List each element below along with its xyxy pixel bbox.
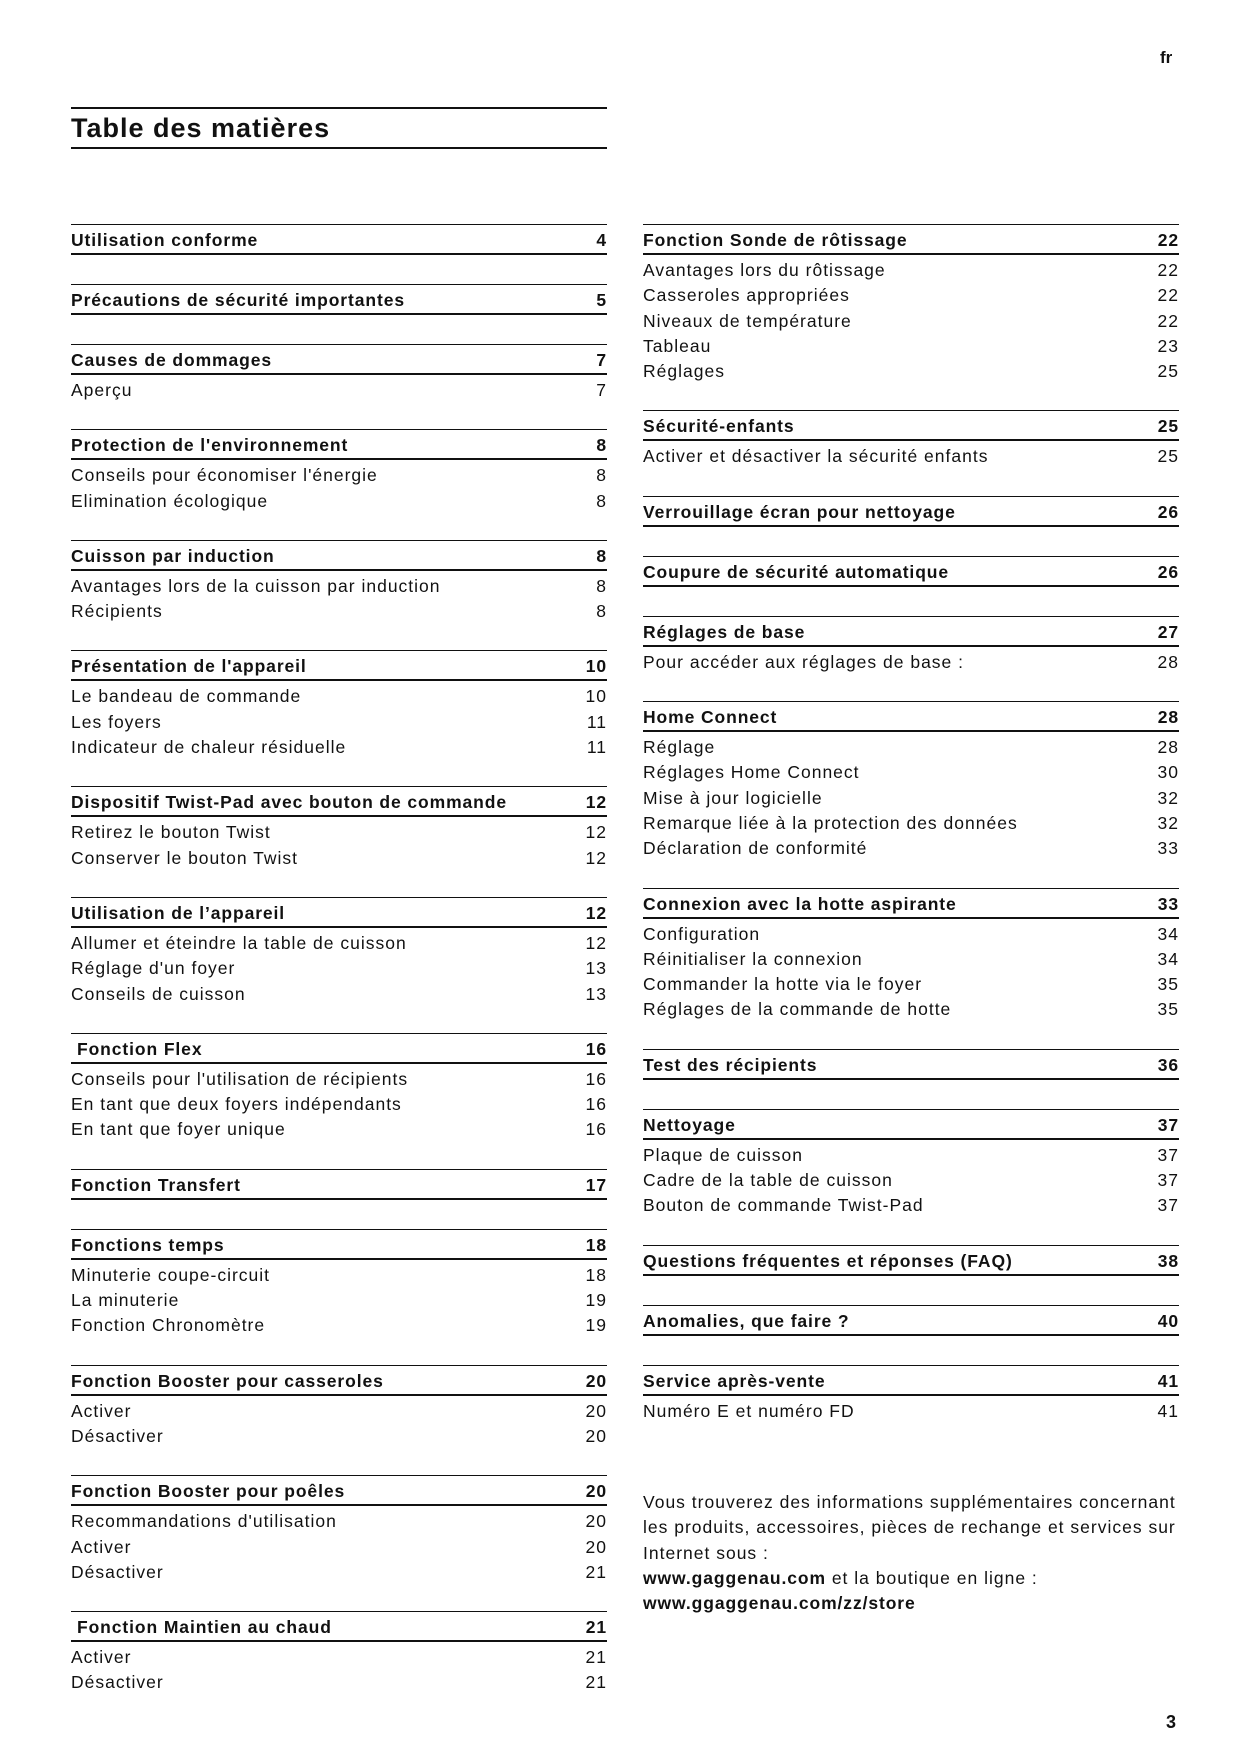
section-page: 12	[585, 792, 607, 813]
section-page: 8	[596, 435, 607, 456]
toc-section-heading[interactable]	[643, 224, 1179, 255]
section-page: 7	[596, 350, 607, 370]
toc-section	[71, 1033, 607, 1142]
toc-items	[643, 587, 1179, 589]
toc-entry[interactable]	[71, 1669, 607, 1694]
toc-entry[interactable]	[71, 1559, 607, 1584]
toc-entry[interactable]	[71, 1287, 607, 1312]
entry-label: Avantages lors de la cuisson par induction	[71, 575, 441, 596]
toc-items	[643, 527, 1179, 529]
toc-section	[643, 556, 1179, 589]
entry-label: Commander la hotte via le foyer	[643, 974, 923, 995]
toc-entry[interactable]	[643, 1142, 1179, 1167]
toc-items	[643, 732, 1179, 860]
entry-page: 23	[1157, 335, 1179, 356]
toc-items	[71, 1064, 607, 1142]
section-title: Fonction Flex	[77, 1038, 203, 1059]
toc-section-heading[interactable]	[71, 540, 607, 571]
toc-section	[71, 284, 607, 317]
entry-label: En tant que foyer unique	[71, 1119, 286, 1140]
toc-items	[643, 255, 1179, 383]
entry-page: 32	[1157, 787, 1179, 808]
toc-entry[interactable]	[643, 1398, 1179, 1423]
toc-items	[643, 1396, 1179, 1423]
entry-page: 8	[596, 575, 607, 596]
entry-page: 34	[1157, 948, 1179, 969]
info-paragraph	[643, 1490, 1183, 1616]
toc-section-heading[interactable]	[71, 1365, 607, 1396]
toc-section	[643, 616, 1179, 674]
toc-section	[71, 897, 607, 1006]
toc-entry[interactable]	[71, 1508, 607, 1533]
section-title: Utilisation de l’appareil	[71, 902, 286, 923]
toc-section-heading[interactable]	[643, 410, 1179, 441]
section-title: Fonction Booster pour casseroles	[71, 1370, 384, 1391]
section-title: Home Connect	[643, 707, 778, 728]
section-page: 18	[585, 1234, 607, 1255]
entry-page: 37	[1157, 1144, 1179, 1165]
toc-section-heading[interactable]	[643, 1365, 1179, 1396]
entry-page: 22	[1157, 310, 1179, 331]
entry-label: Casseroles appropriées	[643, 285, 850, 306]
toc-entry[interactable]	[643, 333, 1179, 358]
entry-label: Niveaux de température	[643, 310, 852, 331]
toc-items	[71, 1396, 607, 1449]
toc-items	[643, 647, 1179, 674]
toc-entry[interactable]	[71, 1534, 607, 1559]
store-link[interactable]: www.ggaggenau.com/zz/store	[643, 1593, 916, 1614]
section-title: Dispositif Twist-Pad avec bouton de commande	[71, 792, 507, 813]
toc-section	[71, 1229, 607, 1338]
section-page: 40	[1157, 1310, 1179, 1331]
section-title: Verrouillage écran pour nettoyage	[643, 501, 956, 522]
toc-section	[71, 650, 607, 759]
entry-page: 28	[1157, 737, 1179, 758]
toc-section-heading[interactable]	[643, 1049, 1179, 1080]
toc-section-heading[interactable]	[71, 284, 607, 315]
entry-label: Mise à jour logicielle	[643, 787, 823, 808]
toc-section-heading[interactable]	[643, 1109, 1179, 1140]
section-page: 28	[1157, 707, 1179, 728]
section-title: Précautions de sécurité importantes	[71, 290, 405, 310]
toc-entry[interactable]	[71, 709, 607, 734]
entry-label: Les foyers	[71, 711, 162, 732]
page-title: Table des matières	[71, 113, 331, 143]
toc-entry[interactable]	[643, 810, 1179, 835]
entry-label: Remarque liée à la protection des données	[643, 812, 1018, 833]
toc-entry[interactable]	[643, 734, 1179, 759]
toc-section-heading[interactable]	[71, 1229, 607, 1260]
toc-entry[interactable]	[643, 921, 1179, 946]
toc-entry[interactable]	[71, 955, 607, 980]
entry-page: 22	[1157, 285, 1179, 306]
toc-items	[71, 817, 607, 870]
toc-right-column	[643, 224, 1179, 1450]
section-title: Fonction Transfert	[71, 1174, 241, 1195]
toc-entry[interactable]	[71, 1066, 607, 1091]
entry-page: 30	[1157, 762, 1179, 783]
toc-items	[71, 1200, 607, 1202]
entry-page: 12	[585, 822, 607, 843]
toc-left-column	[71, 224, 607, 1722]
section-title: Cuisson par induction	[71, 545, 275, 566]
toc-entry[interactable]	[71, 683, 607, 708]
entry-page: 12	[585, 847, 607, 868]
toc-section	[71, 786, 607, 870]
toc-items	[71, 315, 607, 317]
entry-label: Réglages	[643, 361, 725, 382]
section-page: 5	[596, 290, 607, 310]
section-page: 41	[1157, 1370, 1179, 1391]
entry-page: 10	[585, 686, 607, 707]
section-title: Fonctions temps	[71, 1234, 225, 1255]
toc-entry[interactable]	[71, 488, 607, 513]
entry-page: 35	[1157, 999, 1179, 1020]
toc-items	[71, 1642, 607, 1695]
section-title: Anomalies, que faire ?	[643, 1310, 850, 1331]
info-text-2: et la boutique en ligne :	[825, 1567, 1038, 1588]
entry-label: Réglage	[643, 737, 716, 758]
entry-label: Conseils pour économiser l'énergie	[71, 465, 378, 486]
entry-label: Réglages Home Connect	[643, 762, 860, 783]
entry-page: 20	[585, 1425, 607, 1446]
entry-label: Activer	[71, 1400, 132, 1421]
entry-page: 16	[585, 1119, 607, 1140]
section-page: 21	[585, 1617, 607, 1638]
toc-items	[71, 1506, 607, 1584]
entry-page: 22	[1157, 260, 1179, 280]
section-page: 33	[1157, 893, 1179, 914]
entry-page: 25	[1157, 446, 1179, 467]
entry-label: Conserver le bouton Twist	[71, 847, 299, 868]
toc-section-heading[interactable]	[71, 344, 607, 375]
entry-label: Aperçu	[71, 380, 133, 400]
toc-entry[interactable]	[71, 1262, 607, 1287]
toc-section	[71, 540, 607, 624]
entry-page: 21	[585, 1672, 607, 1693]
entry-page: 13	[585, 983, 607, 1004]
entry-page: 37	[1157, 1170, 1179, 1191]
toc-entry[interactable]	[643, 1167, 1179, 1192]
toc-items	[643, 1080, 1179, 1082]
entry-page: 20	[585, 1511, 607, 1532]
toc-entry[interactable]	[71, 1091, 607, 1116]
toc-section-heading[interactable]	[643, 888, 1179, 919]
toc-items	[71, 928, 607, 1006]
toc-entry[interactable]	[643, 649, 1179, 674]
entry-label: Allumer et éteindre la table de cuisson	[71, 932, 407, 953]
section-page: 4	[596, 230, 607, 250]
entry-label: Recommandations d'utilisation	[71, 1511, 337, 1532]
entry-label: Elimination écologique	[71, 490, 269, 511]
toc-items	[643, 919, 1179, 1022]
toc-items	[71, 375, 607, 402]
toc-section	[71, 1169, 607, 1202]
section-title: Présentation de l'appareil	[71, 656, 307, 677]
section-title: Utilisation conforme	[71, 230, 259, 250]
section-title: Réglages de base	[643, 621, 806, 642]
section-page: 27	[1157, 621, 1179, 642]
section-page: 22	[1157, 230, 1179, 250]
toc-items	[71, 1260, 607, 1338]
toc-section	[643, 1049, 1179, 1082]
section-page: 16	[585, 1038, 607, 1059]
entry-label: Réinitialiser la connexion	[643, 948, 863, 969]
toc-entry[interactable]	[643, 785, 1179, 810]
toc-entry[interactable]	[71, 981, 607, 1006]
toc-entry[interactable]	[71, 1644, 607, 1669]
toc-section	[643, 410, 1179, 468]
toc-section	[643, 1245, 1179, 1278]
toc-section-heading[interactable]	[71, 1611, 607, 1642]
toc-entry[interactable]	[71, 819, 607, 844]
section-page: 12	[585, 902, 607, 923]
section-title: Protection de l'environnement	[71, 435, 349, 456]
entry-label: Minuterie coupe-circuit	[71, 1264, 271, 1285]
toc-section-heading[interactable]	[71, 429, 607, 460]
entry-label: Fonction Chronomètre	[71, 1315, 266, 1336]
entry-page: 12	[585, 932, 607, 953]
toc-entry[interactable]	[71, 1423, 607, 1448]
toc-section	[643, 888, 1179, 1022]
entry-page: 37	[1157, 1195, 1179, 1216]
section-title: Nettoyage	[643, 1114, 736, 1135]
toc-section-heading[interactable]	[71, 1033, 607, 1064]
section-page: 8	[596, 545, 607, 566]
entry-page: 20	[585, 1536, 607, 1557]
entry-page: 19	[585, 1315, 607, 1336]
entry-label: Cadre de la table de cuisson	[643, 1170, 893, 1191]
section-title: Connexion avec la hotte aspirante	[643, 893, 957, 914]
toc-entry[interactable]	[71, 734, 607, 759]
section-page: 36	[1157, 1054, 1179, 1075]
entry-page: 28	[1157, 651, 1179, 672]
toc-section-heading[interactable]	[71, 1475, 607, 1506]
entry-label: Pour accéder aux réglages de base :	[643, 651, 965, 672]
toc-entry[interactable]	[643, 257, 1179, 282]
toc-section	[643, 496, 1179, 529]
toc-entry[interactable]	[643, 308, 1179, 333]
entry-label: Plaque de cuisson	[643, 1144, 804, 1165]
entry-label: Activer et désactiver la sécurité enfants	[643, 446, 989, 467]
entry-page: 18	[585, 1264, 607, 1285]
entry-page: 32	[1157, 812, 1179, 833]
toc-section-heading[interactable]	[71, 786, 607, 817]
toc-section-heading[interactable]	[643, 701, 1179, 732]
toc-items	[643, 441, 1179, 468]
entry-page: 16	[585, 1094, 607, 1115]
toc-items	[643, 1276, 1179, 1278]
toc-items	[643, 1336, 1179, 1338]
entry-label: En tant que deux foyers indépendants	[71, 1094, 402, 1115]
entry-page: 20	[585, 1400, 607, 1421]
section-title: Coupure de sécurité automatique	[643, 561, 950, 582]
section-title: Causes de dommages	[71, 350, 272, 370]
toc-section-heading[interactable]	[643, 496, 1179, 527]
toc-section	[71, 224, 607, 257]
section-page: 38	[1157, 1250, 1179, 1271]
entry-label: La minuterie	[71, 1290, 180, 1311]
section-title: Test des récipients	[643, 1054, 818, 1075]
entry-label: Conseils pour l'utilisation de récipients	[71, 1068, 409, 1089]
entry-label: Désactiver	[71, 1561, 164, 1582]
entry-page: 7	[596, 380, 607, 400]
entry-page: 8	[596, 601, 607, 622]
section-page: 10	[585, 656, 607, 677]
section-page: 26	[1157, 501, 1179, 522]
toc-section	[71, 1611, 607, 1695]
section-page: 17	[585, 1174, 607, 1195]
entry-page: 8	[596, 490, 607, 511]
toc-section	[71, 344, 607, 402]
toc-entry[interactable]	[71, 1116, 607, 1141]
entry-page: 34	[1157, 923, 1179, 944]
toc-section	[643, 224, 1179, 383]
toc-entry[interactable]	[71, 377, 607, 402]
entry-label: Indicateur de chaleur résiduelle	[71, 737, 347, 758]
toc-items	[71, 571, 607, 624]
toc-entry[interactable]	[643, 835, 1179, 860]
entry-label: Déclaration de conformité	[643, 838, 868, 859]
toc-section	[71, 1475, 607, 1584]
toc-entry[interactable]	[643, 971, 1179, 996]
entry-label: Bouton de commande Twist-Pad	[643, 1195, 924, 1216]
section-page: 37	[1157, 1114, 1179, 1135]
entry-page: 11	[586, 737, 607, 758]
toc-section-heading[interactable]	[71, 224, 607, 255]
entry-page: 21	[585, 1561, 607, 1582]
entry-page: 11	[586, 711, 607, 732]
toc-section-heading[interactable]	[643, 616, 1179, 647]
toc-section-heading[interactable]	[643, 1245, 1179, 1276]
entry-label: Activer	[71, 1536, 132, 1557]
toc-entry[interactable]	[643, 996, 1179, 1021]
info-text: Vous trouverez des informations supplémentaires concernant les produits, accessoires, pièces de rechange et services sur Internet sous :	[643, 1492, 1176, 1563]
toc-section-heading[interactable]	[71, 1169, 607, 1200]
entry-label: Avantages lors du rôtissage	[643, 260, 886, 280]
toc-entry[interactable]	[71, 1398, 607, 1423]
entry-label: Réglage d'un foyer	[71, 958, 236, 979]
entry-label: Désactiver	[71, 1425, 164, 1446]
toc-section-heading[interactable]	[71, 897, 607, 928]
section-page: 20	[585, 1370, 607, 1391]
toc-entry[interactable]	[71, 1312, 607, 1337]
toc-entry[interactable]	[71, 598, 607, 623]
entry-page: 13	[585, 958, 607, 979]
toc-section	[71, 1365, 607, 1449]
entry-label: Récipients	[71, 601, 163, 622]
entry-page: 33	[1157, 838, 1179, 859]
entry-page: 35	[1157, 974, 1179, 995]
section-page: 26	[1157, 561, 1179, 582]
toc-entry[interactable]	[643, 1192, 1179, 1217]
entry-label: Configuration	[643, 923, 761, 944]
section-title: Fonction Booster pour poêles	[71, 1481, 346, 1502]
entry-label: Activer	[71, 1647, 132, 1668]
language-label: fr	[1160, 48, 1173, 67]
section-title: Sécurité-enfants	[643, 416, 795, 437]
toc-entry[interactable]	[71, 930, 607, 955]
entry-label: Conseils de cuisson	[71, 983, 246, 1004]
entry-page: 21	[585, 1647, 607, 1668]
toc-items	[71, 460, 607, 513]
title-block	[71, 107, 607, 149]
entry-label: Désactiver	[71, 1672, 164, 1693]
toc-entry[interactable]	[643, 282, 1179, 307]
entry-page: 25	[1157, 361, 1179, 382]
toc-entry[interactable]	[71, 462, 607, 487]
section-page: 20	[585, 1481, 607, 1502]
toc-section-heading[interactable]	[71, 650, 607, 681]
toc-items	[643, 1140, 1179, 1218]
toc-entry[interactable]	[643, 358, 1179, 383]
page-number: 3	[1166, 1712, 1177, 1732]
entry-page: 16	[585, 1068, 607, 1089]
toc-items	[71, 255, 607, 257]
section-title: Fonction Sonde de rôtissage	[643, 230, 908, 250]
toc-items	[71, 681, 607, 759]
section-title: Questions fréquentes et réponses (FAQ)	[643, 1250, 1013, 1271]
toc-section	[643, 701, 1179, 860]
entry-label: Numéro E et numéro FD	[643, 1400, 855, 1421]
entry-page: 19	[585, 1290, 607, 1311]
entry-page: 41	[1157, 1400, 1179, 1421]
section-page: 25	[1157, 416, 1179, 437]
toc-section	[643, 1305, 1179, 1338]
toc-section-heading[interactable]	[643, 556, 1179, 587]
entry-label: Tableau	[643, 335, 712, 356]
toc-entry[interactable]	[643, 443, 1179, 468]
website-link[interactable]: www.gaggenau.com	[643, 1567, 826, 1588]
toc-entry[interactable]	[71, 845, 607, 870]
entry-label: Réglages de la commande de hotte	[643, 999, 952, 1020]
entry-label: Retirez le bouton Twist	[71, 822, 271, 843]
toc-section-heading[interactable]	[643, 1305, 1179, 1336]
toc-section	[643, 1365, 1179, 1423]
toc-section	[71, 429, 607, 513]
entry-page: 8	[596, 465, 607, 486]
section-title: Service après-vente	[643, 1370, 826, 1391]
toc-section	[643, 1109, 1179, 1218]
toc-entry[interactable]	[643, 759, 1179, 784]
entry-label: Le bandeau de commande	[71, 686, 302, 707]
toc-entry[interactable]	[71, 573, 607, 598]
toc-entry[interactable]	[643, 946, 1179, 971]
section-title: Fonction Maintien au chaud	[77, 1617, 332, 1638]
